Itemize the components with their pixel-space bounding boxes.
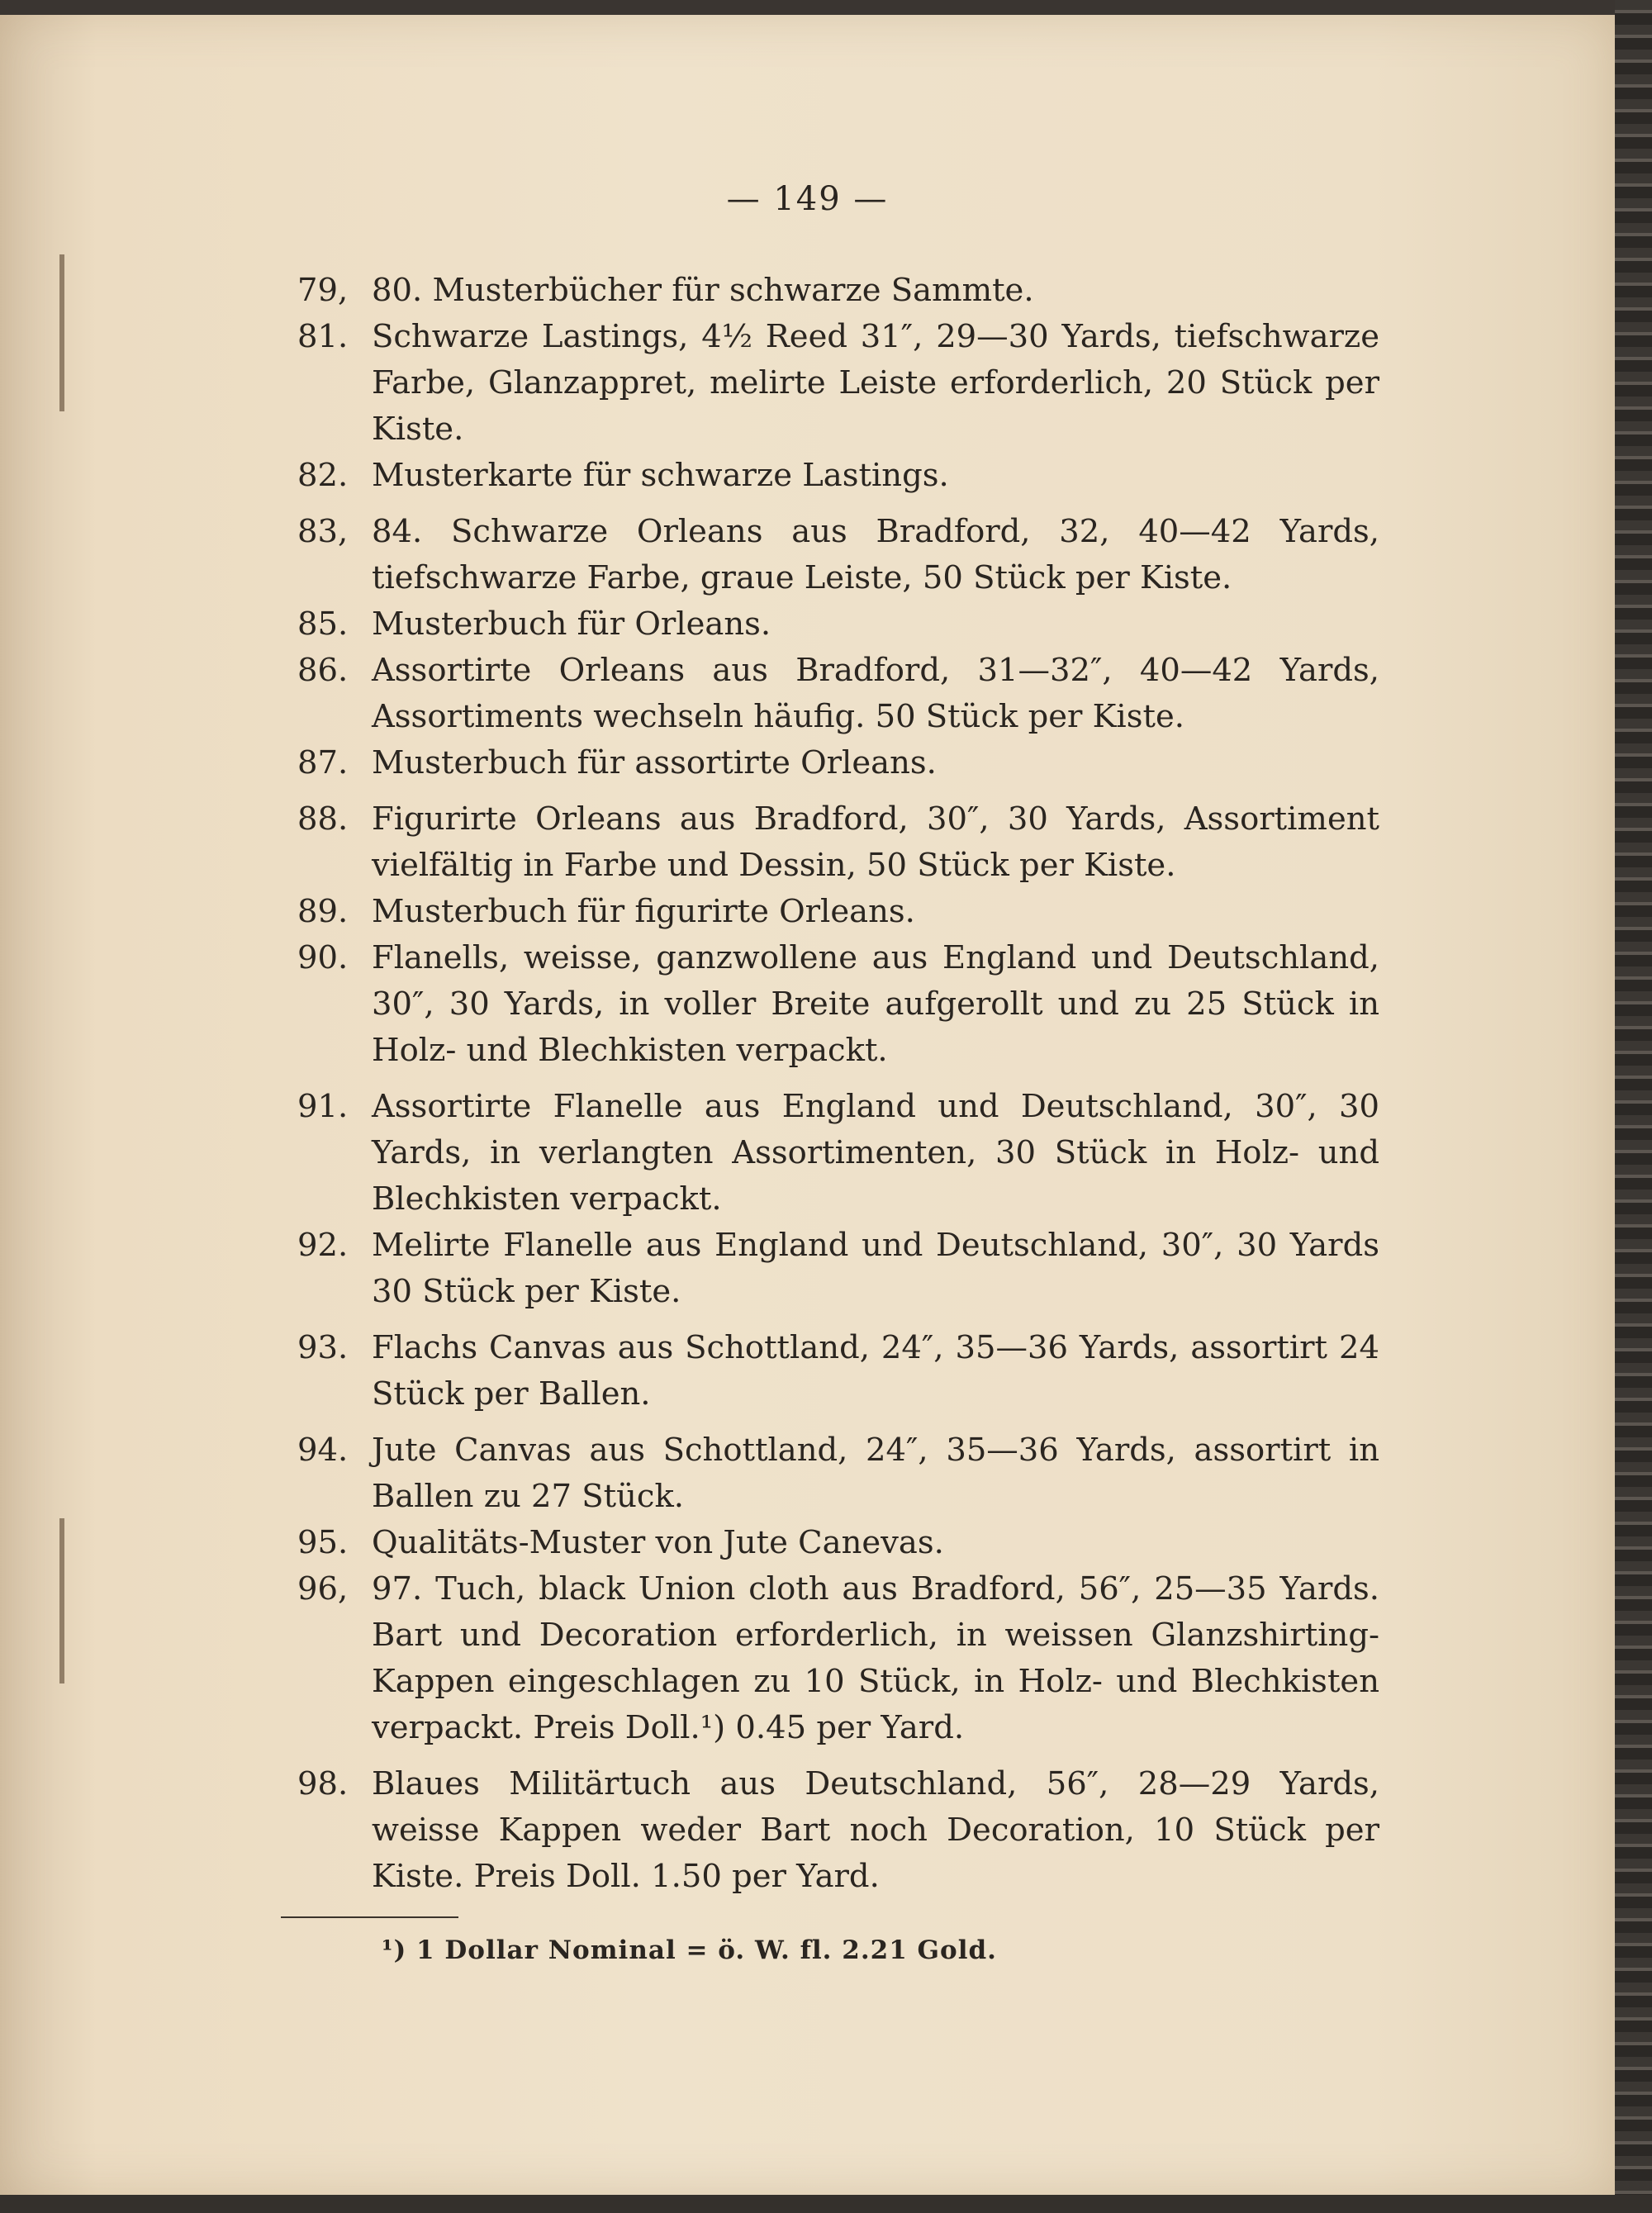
list-item [297, 1325, 1379, 1418]
list-item [297, 796, 1379, 889]
entry-number: 81. [297, 318, 349, 355]
entry-number: 88. [297, 800, 349, 838]
entry-text: Jute Canvas aus Schottland, 24″, 35—36 Yards, assortirt in Ballen zu 27 Stück. [372, 1432, 1379, 1515]
entry-number: 92. [297, 1227, 349, 1264]
entry-number: 79, [297, 272, 349, 309]
entry-number: 98. [297, 1765, 349, 1802]
entry-text: Schwarze Lastings, 4½ Reed 31″, 29—30 Yards, tiefschwarze Farbe, Glanzappret, melirte Leiste erforderlich, 20 Stück per Kiste. [372, 318, 1379, 448]
list-item [297, 1520, 1379, 1566]
entry-number: 90. [297, 939, 349, 976]
list-item [297, 1761, 1379, 1900]
entry-text: Assortirte Flanelle aus England und Deutschland, 30″, 30 Yards, in verlangten Assortimenten, 30 Stück in Holz- und Blechkisten verpackt. [372, 1088, 1379, 1218]
entry-number: 91. [297, 1088, 349, 1125]
list-item [297, 268, 1379, 314]
list-item [297, 509, 1379, 601]
entry-number: 94. [297, 1432, 349, 1469]
list-item [297, 601, 1379, 648]
entry-text: Qualitäts-Muster von Jute Canevas. [372, 1524, 944, 1561]
binding-mark [59, 1518, 64, 1683]
entry-text: Blaues Militärtuch aus Deutschland, 56″, 28—29 Yards, weisse Kappen weder Bart noch Decoration, 10 Stück per Kiste. Preis Doll. 1.50 per Yard. [372, 1765, 1379, 1895]
list-item [297, 648, 1379, 740]
binding-mark [59, 254, 64, 411]
entry-text: Musterkarte für schwarze Lastings. [372, 457, 949, 494]
entry-text: 84. Schwarze Orleans aus Bradford, 32, 40—42 Yards, tiefschwarze Farbe, graue Leiste, 50 Stück per Kiste. [372, 513, 1379, 596]
entry-number: 96, [297, 1570, 349, 1608]
entry-number: 86. [297, 652, 349, 689]
entry-number: 82. [297, 457, 349, 494]
entry-text: Musterbuch für Orleans. [372, 605, 771, 643]
entry-text: 80. Musterbücher für schwarze Sammte. [372, 272, 1034, 309]
list-item [297, 453, 1379, 499]
entry-number: 87. [297, 744, 349, 781]
footnote: ¹) 1 Dollar Nominal = ö. W. fl. 2.21 Gold. [382, 1935, 997, 1965]
entry-text: Figurirte Orleans aus Bradford, 30″, 30 Yards, Assortiment vielfältig in Farbe und Dessin, 50 Stück per Kiste. [372, 800, 1379, 884]
entry-number: 93. [297, 1329, 349, 1366]
list-item [297, 740, 1379, 786]
entry-text: Flanells, weisse, ganzwollene aus England und Deutschland, 30″, 30 Yards, in voller Breite aufgerollt und zu 25 Stück in Holz- und Blechkisten verpackt. [372, 939, 1379, 1069]
entry-number: 85. [297, 605, 349, 643]
page-number: — 149 — [726, 180, 889, 218]
list-item [297, 1084, 1379, 1223]
entry-text: Flachs Canvas aus Schottland, 24″, 35—36 Yards, assortirt 24 Stück per Ballen. [372, 1329, 1379, 1413]
entry-number: 83, [297, 513, 349, 550]
entry-number: 89. [297, 893, 349, 930]
book-cover-edge [1615, 0, 1652, 2213]
entry-text: Musterbuch für figurirte Orleans. [372, 893, 915, 930]
entry-number: 95. [297, 1524, 349, 1561]
entry-text: Musterbuch für assortirte Orleans. [372, 744, 937, 781]
list-item [297, 314, 1379, 453]
list-item [297, 1427, 1379, 1520]
entry-text: Melirte Flanelle aus England und Deutschland, 30″, 30 Yards 30 Stück per Kiste. [372, 1227, 1379, 1310]
list-item [297, 1566, 1379, 1751]
book-cover-bottom [0, 2195, 1652, 2213]
list-item [297, 935, 1379, 1074]
entry-text: Assortirte Orleans aus Bradford, 31—32″, 40—42 Yards, Assortiments wechseln häufig. 50 Stück per Kiste. [372, 652, 1379, 735]
book-page [0, 15, 1615, 2196]
entry-text: 97. Tuch, black Union cloth aus Bradford, 56″, 25—35 Yards. Bart und Decoration erforderlich, in weissen Glanzshirting-Kappen eingeschlagen zu 10 Stück, in Holz- und Blechkisten verpackt. Preis Doll.¹) 0.45 per Yard. [372, 1570, 1379, 1746]
footnote-divider [281, 1916, 458, 1918]
entry-list [297, 268, 1379, 1900]
list-item [297, 1223, 1379, 1315]
list-item [297, 889, 1379, 935]
